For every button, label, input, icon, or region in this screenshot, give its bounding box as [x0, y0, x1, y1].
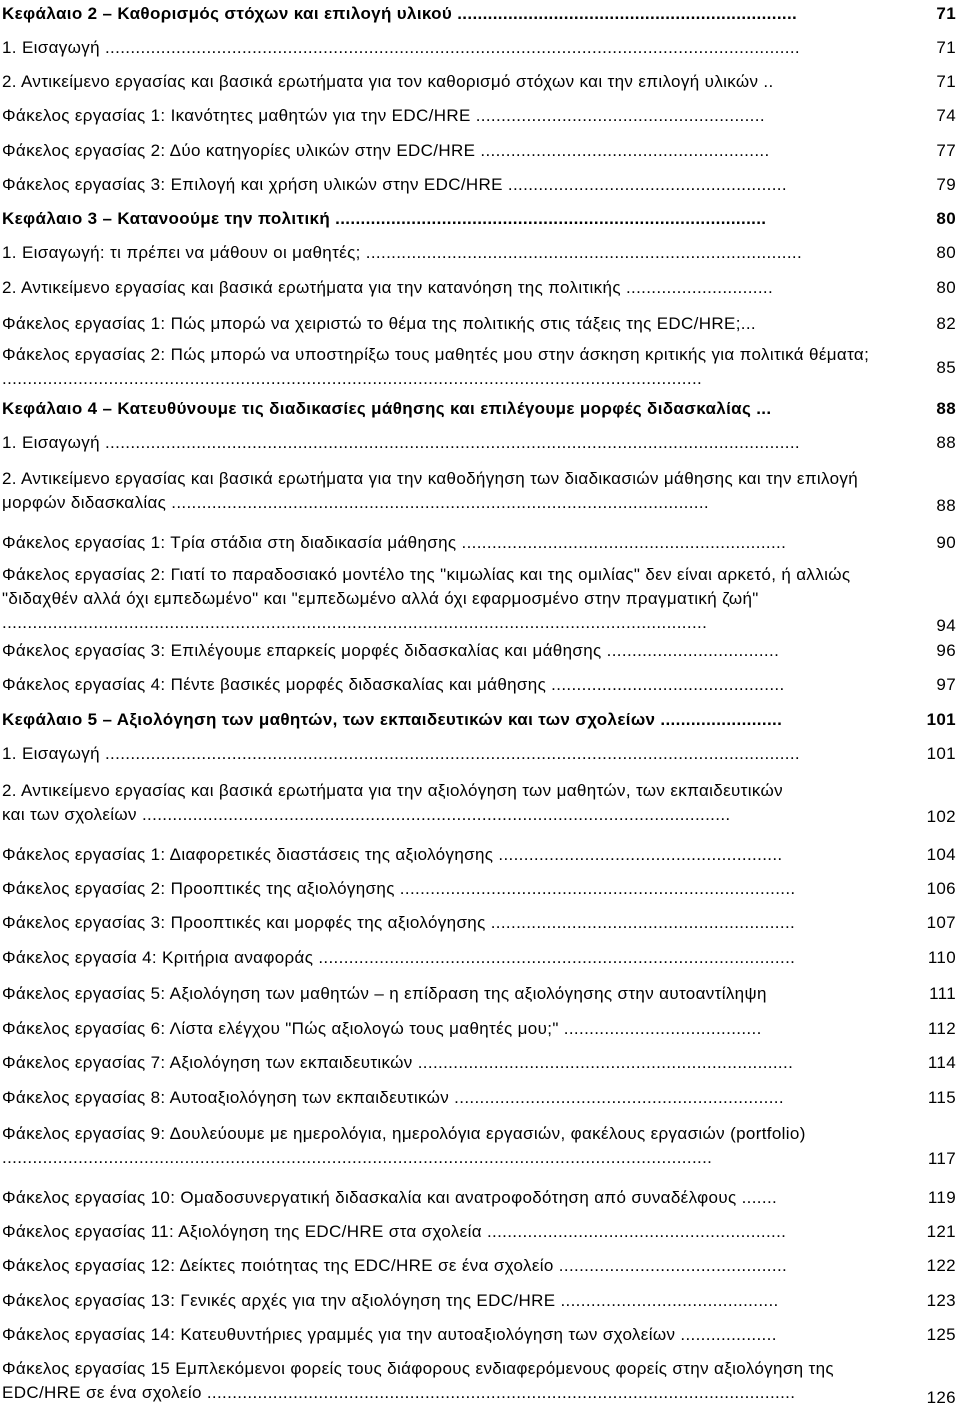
- toc-page-number: 85: [936, 358, 956, 377]
- toc-page-number: 102: [926, 807, 956, 826]
- toc-entry-title[interactable]: 2. Αντικείμενο εργασίας και βασικά ερωτήματα για την κατανόηση της πολιτικής .............................: [2, 278, 774, 297]
- toc-entry-title[interactable]: Φάκελος εργασίας 2: Γιατί το παραδοσιακό μοντέλο της "κιμωλίας και της ομιλίας" δεν είναι αρκετό, ή αλλιώς "διδαχθέν αλλά όχι εμπεδωμένο" και "εμπεδωμένο αλλά όχι εφαρμοσμένο στην πραγματική ζωή" ...........................................................................................................................................: [2, 565, 851, 632]
- toc-page-number: 74: [936, 106, 956, 125]
- toc-entry-title[interactable]: Φάκελος εργασία 4: Κριτήρια αναφοράς ..............................................................................................: [2, 948, 796, 967]
- toc-entry-title[interactable]: 1. Εισαγωγή .........................................................................................................................................: [2, 38, 801, 57]
- toc-entry-title[interactable]: Φάκελος εργασίας 4: Πέντε βασικές μορφές διδασκαλίας και μάθησης ..............................................: [2, 675, 785, 694]
- toc-page-number: 90: [936, 533, 956, 552]
- toc-entry-title[interactable]: Φάκελος εργασίας 12: Δείκτες ποιότητας της EDC/HRE σε ένα σχολείο .............................................: [2, 1256, 788, 1275]
- toc-page-number: 80: [936, 278, 956, 297]
- toc-entry-title[interactable]: Φάκελος εργασίας 8: Αυτοαξιολόγηση των εκπαιδευτικών .................................................................: [2, 1088, 784, 1107]
- toc-page-number: 114: [927, 1053, 956, 1072]
- toc-page-number: 115: [927, 1088, 956, 1107]
- toc-page-number: 119: [927, 1188, 956, 1207]
- toc-entry-title[interactable]: 1. Εισαγωγή .........................................................................................................................................: [2, 433, 801, 452]
- toc-entry-title[interactable]: Φάκελος εργασίας 13: Γενικές αρχές για την αξιολόγηση της EDC/HRE ...........................................: [2, 1291, 779, 1310]
- toc-entry-title[interactable]: 1. Εισαγωγή: τι πρέπει να μάθουν οι μαθητές; ......................................................................................: [2, 243, 803, 262]
- toc-entry-title[interactable]: 1. Εισαγωγή .........................................................................................................................................: [2, 744, 801, 763]
- toc-page-number: 101: [926, 744, 956, 763]
- toc-page-number: 71: [936, 72, 956, 91]
- toc-page-number: 125: [926, 1325, 956, 1344]
- toc-entry-title[interactable]: Φάκελος εργασίας 11: Αξιολόγηση της EDC/HRE στα σχολεία ...........................................................: [2, 1222, 787, 1241]
- toc-page-number: 110: [927, 948, 956, 967]
- toc-page-number: 126: [926, 1388, 956, 1407]
- toc-entry-title[interactable]: Φάκελος εργασίας 1: Ικανότητες μαθητών για την EDC/HRE .........................................................: [2, 106, 765, 125]
- toc-entry-title[interactable]: Φάκελος εργασίας 10: Ομαδοσυνεργατική διδασκαλία και ανατροφοδότηση από συναδέλφους .......: [2, 1188, 778, 1207]
- toc-page-number: 82: [936, 314, 956, 333]
- toc-entry-title[interactable]: Φάκελος εργασίας 7: Αξιολόγηση των εκπαιδευτικών ..........................................................................: [2, 1053, 794, 1072]
- toc-entry-title[interactable]: Φάκελος εργασίας 3: Προοπτικές και μορφές της αξιολόγησης ............................................................: [2, 913, 796, 932]
- toc-page-number: 97: [936, 675, 956, 694]
- toc-entry-title[interactable]: Κεφάλαιο 5 – Αξιολόγηση των μαθητών, των εκπαιδευτικών και των σχολείων ........................: [2, 710, 783, 729]
- toc-page-number: 123: [926, 1291, 956, 1310]
- toc-entry-title[interactable]: 2. Αντικείμενο εργασίας και βασικά ερωτήματα για τον καθορισμό στόχων και την επιλογή υλικών ..: [2, 72, 774, 91]
- toc-page-number: 71: [936, 4, 956, 23]
- toc-page-number: 96: [936, 641, 956, 660]
- toc-page-number: 88: [936, 433, 956, 452]
- toc-page-number: 88: [936, 399, 956, 418]
- toc-page-number: 79: [936, 175, 956, 194]
- toc-entry-title[interactable]: Φάκελος εργασίας 3: Επιλογή και χρήση υλικών στην EDC/HRE .......................................................: [2, 175, 787, 194]
- toc-entry-title[interactable]: Κεφάλαιο 3 – Κατανοούμε την πολιτική .....................................................................................: [2, 209, 767, 228]
- toc-page-number: 122: [926, 1256, 956, 1275]
- toc-page-number: 104: [926, 845, 956, 864]
- toc-page-number: 94: [936, 616, 956, 635]
- toc-page-number: 77: [936, 141, 956, 160]
- toc-page-number: 112: [927, 1019, 956, 1038]
- toc-entry-title[interactable]: Φάκελος εργασίας 9: Δουλεύουμε με ημερολόγια, ημερολόγια εργασιών, φακέλους εργασιών (portfolio) ............................................................................................................................................: [2, 1124, 806, 1167]
- toc-page-number: 101: [926, 710, 956, 729]
- toc-page-number: 88: [936, 496, 956, 515]
- toc-entry-title[interactable]: Φάκελος εργασίας 1: Πώς μπορώ να χειριστώ το θέμα της πολιτικής στις τάξεις της EDC/HRE;...: [2, 314, 756, 333]
- toc-entry-title[interactable]: Κεφάλαιο 4 – Κατευθύνουμε τις διαδικασίες μάθησης και επιλέγουμε μορφές διδασκαλίας ...: [2, 399, 772, 418]
- toc-entry-title[interactable]: Φάκελος εργασίας 3: Επιλέγουμε επαρκείς μορφές διδασκαλίας και μάθησης ..................................: [2, 641, 780, 660]
- toc-page-number: 107: [926, 913, 956, 932]
- toc-entry-title[interactable]: Φάκελος εργασίας 2: Δύο κατηγορίες υλικών στην EDC/HRE .........................................................: [2, 141, 770, 160]
- toc-page-number: 106: [926, 879, 956, 898]
- toc-entry-title[interactable]: 2. Αντικείμενο εργασίας και βασικά ερωτήματα για την αξιολόγηση των μαθητών, των εκπαιδευτικών και των σχολείων ....................................................................................................................: [2, 781, 783, 824]
- toc-entry-title[interactable]: 2. Αντικείμενο εργασίας και βασικά ερωτήματα για την καθοδήγηση των διαδικασιών μάθησης και την επιλογή μορφών διδασκαλίας ..........................................................................................................: [2, 469, 859, 512]
- toc-entry-title[interactable]: Φάκελος εργασίας 1: Τρία στάδια στη διαδικασία μάθησης ................................................................: [2, 533, 787, 552]
- toc-entry-title[interactable]: Φάκελος εργασίας 2: Προοπτικές της αξιολόγησης ..............................................................................: [2, 879, 796, 898]
- toc-page-number: 117: [927, 1149, 956, 1168]
- toc-entry-title[interactable]: Φάκελος εργασίας 1: Διαφορετικές διαστάσεις της αξιολόγησης ........................................................: [2, 845, 783, 864]
- toc-page-number: 121: [926, 1222, 956, 1241]
- toc-entry-title[interactable]: Φάκελος εργασίας 2: Πώς μπορώ να υποστηρίξω τους μαθητές μου στην άσκηση κριτικής για πολιτικά θέματα; ..........................................................................................................................................: [2, 345, 870, 388]
- toc-page-number: 80: [936, 243, 956, 262]
- toc-page-number: 111: [929, 984, 956, 1003]
- toc-entry-title[interactable]: Φάκελος εργασίας 5: Αξιολόγηση των μαθητών – η επίδραση της αξιολόγησης στην αυτοαντίληψη: [2, 984, 767, 1003]
- toc-entry-title[interactable]: Φάκελος εργασίας 15 Εμπλεκόμενοι φορείς τους διάφορους ενδιαφερόμενους φορείς στην αξιολόγηση της EDC/HRE σε ένα σχολείο ....................................................................................................................: [2, 1359, 834, 1402]
- toc-entry-title[interactable]: Φάκελος εργασίας 14: Κατευθυντήριες γραμμές για την αυτοαξιολόγηση των σχολείων ...................: [2, 1325, 777, 1344]
- toc-entry-title[interactable]: Φάκελος εργασίας 6: Λίστα ελέγχου "Πώς αξιολογώ τους μαθητές μου;" .......................................: [2, 1019, 762, 1038]
- toc-entry-title[interactable]: Κεφάλαιο 2 – Καθορισμός στόχων και επιλογή υλικού ...................................................................: [2, 4, 798, 23]
- toc-page-number: 71: [936, 38, 956, 57]
- toc-page-number: 80: [936, 209, 956, 228]
